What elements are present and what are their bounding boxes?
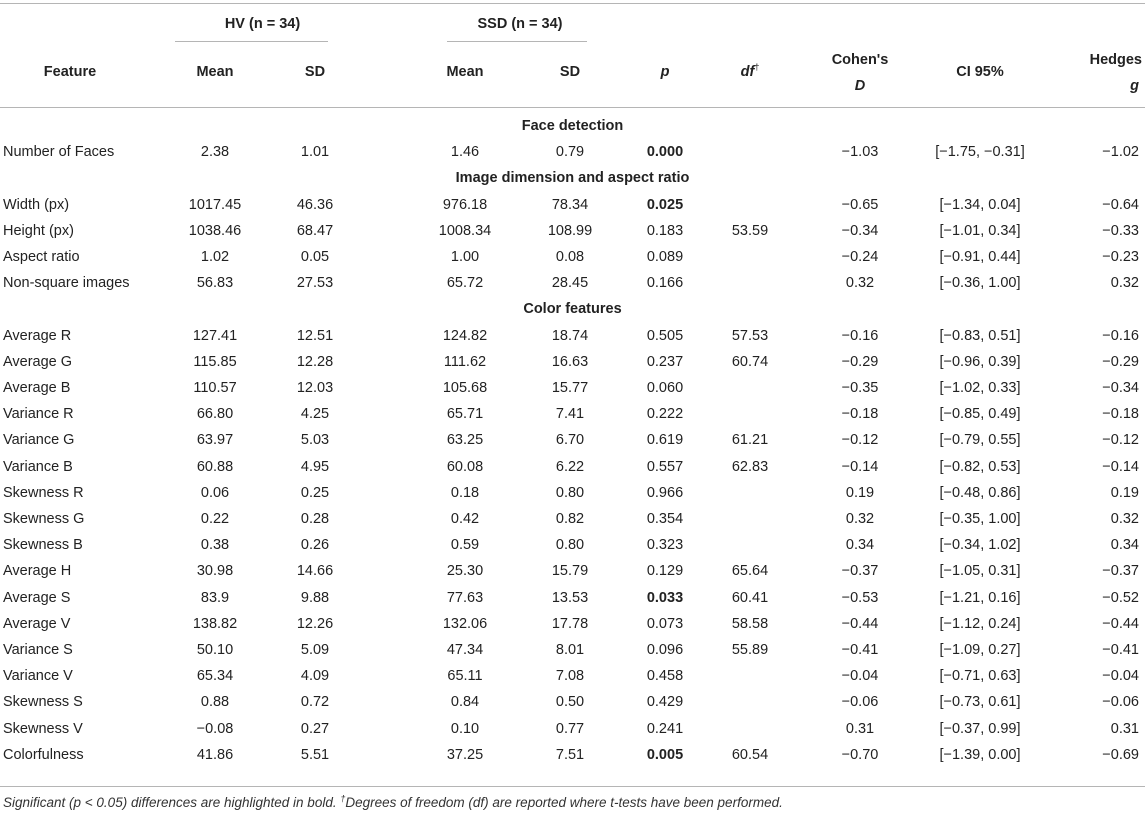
cell-ci: [−0.36, 1.00] — [939, 275, 1021, 292]
section-title: Image dimension and aspect ratio — [455, 170, 690, 187]
cell-df: 55.89 — [731, 642, 769, 658]
cell-feature: Average G — [3, 353, 73, 370]
cell-hv-mean: 138.82 — [192, 615, 238, 632]
cell-feature: Average S — [3, 589, 71, 606]
cell-cohen: 0.32 — [845, 275, 875, 292]
cell-ci: [−1.34, 0.04] — [939, 196, 1021, 213]
col-header-ci: CI 95% — [956, 64, 1004, 80]
col-header-cohen-line1: Cohen's — [831, 52, 889, 68]
cell-hedges: −0.23 — [1102, 249, 1139, 265]
cell-hedges: −0.33 — [1102, 222, 1139, 239]
cell-ssd-mean: 0.10 — [450, 720, 480, 737]
cell-cohen: −0.44 — [841, 615, 879, 632]
cell-ssd-mean: 132.06 — [442, 615, 488, 632]
cell-hv-sd: 12.28 — [296, 353, 334, 370]
cell-p: 0.323 — [646, 537, 684, 554]
cell-hv-mean: 0.88 — [200, 694, 230, 711]
cell-hedges: 0.32 — [1110, 275, 1139, 292]
cell-ci: [−1.01, 0.34] — [939, 222, 1021, 239]
cell-hv-mean: 1017.45 — [188, 196, 242, 213]
cell-feature: Average H — [3, 563, 72, 580]
cell-ci: [−1.09, 0.27] — [939, 642, 1021, 658]
cell-ci: [−0.71, 0.63] — [939, 668, 1021, 685]
cell-hedges: −0.34 — [1102, 380, 1139, 396]
cell-ssd-mean: 1008.34 — [438, 222, 492, 239]
cell-ssd-sd: 0.08 — [555, 249, 585, 265]
cell-hv-mean: 66.80 — [196, 406, 234, 423]
cell-hv-mean: 30.98 — [196, 563, 234, 580]
cell-cohen: −0.12 — [841, 432, 879, 449]
cell-feature: Average V — [3, 615, 71, 632]
cell-ssd-sd: 8.01 — [555, 642, 585, 658]
cell-feature: Non-square images — [3, 275, 130, 292]
cell-feature: Variance V — [3, 668, 73, 685]
cell-cohen: −0.35 — [841, 380, 879, 396]
section-title: Face detection — [521, 118, 624, 134]
cell-cohen: −0.24 — [841, 249, 879, 265]
cell-ssd-mean: 65.11 — [447, 668, 483, 685]
cell-ci: [−1.05, 0.31] — [939, 563, 1021, 580]
col-header-ssd-mean: Mean — [446, 64, 484, 80]
cell-ssd-mean: 77.63 — [446, 589, 484, 606]
cell-hv-mean: 0.38 — [200, 537, 230, 554]
cell-p: 0.237 — [646, 353, 684, 370]
cell-ci: [−0.35, 1.00] — [939, 511, 1021, 527]
cell-p: 0.129 — [646, 563, 684, 580]
cell-hv-mean: 110.57 — [193, 380, 237, 396]
cell-feature: Skewness V — [3, 720, 83, 737]
cell-hv-mean: 56.83 — [196, 275, 234, 292]
cell-ssd-sd: 7.08 — [555, 668, 585, 685]
cell-hv-sd: 4.09 — [300, 668, 330, 685]
col-header-cohen-line2: D — [854, 78, 866, 94]
cell-feature: Average B — [3, 380, 71, 396]
cell-ssd-mean: 37.25 — [446, 746, 484, 763]
cell-cohen: −0.06 — [841, 694, 879, 711]
cell-feature: Variance B — [3, 458, 73, 475]
cell-ssd-sd: 17.78 — [551, 615, 589, 632]
cell-df: 65.64 — [731, 563, 769, 580]
cell-hv-mean: 127.41 — [192, 327, 238, 344]
cell-hedges: −0.06 — [1102, 694, 1139, 711]
cell-df: 61.21 — [731, 432, 769, 449]
cell-cohen: 0.32 — [845, 511, 875, 527]
cell-cohen: −0.65 — [841, 196, 879, 213]
cell-hv-sd: 4.25 — [300, 406, 330, 423]
col-header-feature: Feature — [43, 64, 97, 80]
group-header-ssd: SSD (n = 34) — [477, 16, 563, 32]
cell-p: 0.354 — [646, 511, 684, 527]
cell-cohen: −0.18 — [841, 406, 879, 423]
cell-p: 0.557 — [646, 458, 684, 475]
cell-cohen: 0.19 — [845, 484, 875, 501]
cell-p: 0.222 — [646, 406, 684, 423]
cell-p: 0.458 — [646, 668, 684, 685]
cell-hedges: −0.14 — [1102, 458, 1139, 475]
cell-hedges: −0.52 — [1102, 589, 1139, 606]
cell-hedges: 0.19 — [1110, 484, 1139, 501]
cell-p: 0.060 — [646, 380, 684, 396]
cell-ssd-sd: 13.53 — [551, 589, 589, 606]
col-header-hv-sd: SD — [304, 64, 326, 80]
cell-ssd-sd: 108.99 — [547, 222, 593, 239]
cell-hv-sd: 1.01 — [300, 144, 330, 161]
cell-hv-mean: 1.02 — [200, 249, 230, 265]
cell-hv-sd: 46.36 — [296, 196, 334, 213]
cell-cohen: −0.34 — [841, 222, 879, 239]
cell-hv-mean: 41.86 — [196, 746, 234, 763]
footnote-text-1: Significant (p < 0.05) differences are highlighted in bold. — [3, 795, 341, 810]
group-rule-ssd — [447, 41, 587, 42]
footnote-text-2: Degrees of freedom (df) are reported where t-tests have been performed. — [345, 795, 783, 810]
footnote-dagger: † — [340, 793, 346, 804]
cell-feature: Average R — [3, 327, 72, 344]
cell-feature: Variance R — [3, 406, 74, 423]
cell-feature: Width (px) — [3, 196, 70, 213]
cell-ssd-sd: 15.77 — [551, 380, 589, 396]
cell-hv-sd: 5.51 — [300, 746, 330, 763]
cell-p: 0.619 — [646, 432, 684, 449]
cell-p: 0.073 — [646, 615, 684, 632]
cell-df: 60.41 — [731, 589, 769, 606]
cell-hv-sd: 14.66 — [296, 563, 334, 580]
cell-feature: Skewness G — [3, 511, 85, 527]
cell-hedges: −0.37 — [1102, 563, 1139, 580]
cell-hv-sd: 4.95 — [300, 458, 330, 475]
cell-ci: [−0.34, 1.02] — [939, 537, 1021, 554]
cell-hv-sd: 27.53 — [296, 275, 334, 292]
cell-ssd-sd: 7.51 — [555, 746, 585, 763]
cell-feature: Height (px) — [3, 222, 74, 239]
cell-ssd-mean: 25.30 — [446, 563, 484, 580]
cell-p: 0.025 — [646, 196, 684, 213]
cell-hedges: −0.16 — [1102, 327, 1139, 344]
cell-p: 0.966 — [646, 484, 684, 501]
cell-p: 0.089 — [646, 249, 684, 265]
cell-ssd-mean: 1.00 — [450, 249, 480, 265]
cell-ci: [−0.73, 0.61] — [939, 694, 1021, 711]
cell-ssd-mean: 0.18 — [450, 484, 480, 501]
cell-hv-sd: 0.05 — [300, 249, 330, 265]
cell-cohen: −0.53 — [841, 589, 879, 606]
cell-ssd-sd: 7.41 — [555, 406, 585, 423]
cell-hedges: −0.41 — [1102, 642, 1139, 658]
cell-ssd-mean: 1.46 — [450, 144, 480, 161]
table-footnote — [3, 795, 783, 810]
cell-hv-sd: 12.26 — [296, 615, 334, 632]
cell-p: 0.005 — [646, 746, 684, 763]
cell-feature: Skewness R — [3, 484, 84, 501]
cell-ssd-sd: 0.80 — [555, 537, 585, 554]
cell-df: 57.53 — [731, 327, 769, 344]
group-rule-hv — [175, 41, 328, 42]
cell-p: 0.429 — [646, 694, 684, 711]
cell-ssd-sd: 16.63 — [551, 353, 589, 370]
cell-ssd-mean: 124.82 — [442, 327, 488, 344]
cell-p: 0.000 — [646, 144, 684, 161]
cell-ci: [−1.75, −0.31] — [935, 144, 1025, 161]
cell-ssd-mean: 0.84 — [450, 694, 480, 711]
cell-cohen: 0.31 — [845, 720, 875, 737]
bottom-rule — [0, 786, 1145, 787]
cell-p: 0.166 — [646, 275, 684, 292]
cell-ci: [−1.21, 0.16] — [939, 589, 1021, 606]
cell-cohen: −1.03 — [841, 144, 879, 161]
cell-cohen: −0.37 — [841, 563, 879, 580]
header-bottom-rule — [0, 107, 1145, 108]
cell-p: 0.033 — [646, 589, 684, 606]
cell-ssd-mean: 111.62 — [443, 353, 487, 370]
cell-hv-mean: 65.34 — [196, 668, 234, 685]
cell-ci: [−0.79, 0.55] — [939, 432, 1021, 449]
cell-ssd-sd: 6.70 — [555, 432, 585, 449]
cell-ci: [−0.48, 0.86] — [939, 484, 1021, 501]
cell-p: 0.096 — [646, 642, 684, 658]
cell-ssd-sd: 0.80 — [555, 484, 585, 501]
cell-hv-sd: 0.72 — [300, 694, 330, 711]
cell-ssd-sd: 0.50 — [555, 694, 585, 711]
cell-ci: [−1.02, 0.33] — [939, 380, 1021, 396]
cell-ssd-mean: 63.25 — [446, 432, 484, 449]
cell-hedges: −0.04 — [1102, 668, 1139, 685]
cell-feature: Colorfulness — [3, 746, 84, 763]
cell-df: 62.83 — [731, 458, 769, 475]
col-header-df — [710, 62, 790, 80]
cell-cohen: −0.41 — [841, 642, 879, 658]
cell-hedges: −0.18 — [1102, 406, 1139, 423]
cell-ssd-mean: 65.71 — [446, 406, 484, 423]
cell-hedges: −1.02 — [1102, 144, 1139, 161]
cell-hedges: −0.69 — [1102, 746, 1139, 763]
section-title: Color features — [523, 301, 622, 318]
cell-hv-mean: 83.9 — [200, 589, 230, 606]
cell-hedges: −0.29 — [1102, 353, 1139, 370]
col-header-p: p — [660, 64, 670, 80]
cell-feature: Skewness S — [3, 694, 83, 711]
cell-ssd-mean: 105.68 — [442, 380, 488, 396]
cell-hv-mean: 1038.46 — [188, 222, 242, 239]
cell-hv-sd: 0.28 — [300, 511, 330, 527]
cell-ci: [−0.37, 0.99] — [939, 720, 1021, 737]
cell-ssd-mean: 60.08 — [446, 458, 484, 475]
cell-cohen: −0.04 — [841, 668, 879, 685]
cell-hv-sd: 0.25 — [300, 484, 330, 501]
cell-cohen: −0.70 — [841, 746, 879, 763]
df-label: df — [740, 63, 755, 80]
cell-ssd-sd: 0.77 — [555, 720, 585, 737]
cell-ci: [−1.39, 0.00] — [939, 746, 1021, 763]
cell-hv-mean: 60.88 — [196, 458, 234, 475]
cell-hedges: −0.64 — [1102, 196, 1139, 213]
cell-df: 53.59 — [731, 222, 769, 239]
cell-hv-mean: 2.38 — [200, 144, 230, 161]
cell-ssd-sd: 6.22 — [555, 458, 585, 475]
group-header-hv: HV (n = 34) — [224, 16, 301, 32]
cell-ci: [−0.85, 0.49] — [939, 406, 1021, 423]
cell-ci: [−1.12, 0.24] — [939, 615, 1021, 632]
cell-ci: [−0.96, 0.39] — [939, 353, 1021, 370]
cell-ssd-mean: 976.18 — [442, 196, 488, 213]
cell-hedges: 0.31 — [1110, 720, 1139, 737]
cell-hv-mean: 115.85 — [193, 353, 237, 370]
cell-cohen: −0.14 — [841, 458, 879, 475]
cell-hv-sd: 0.27 — [300, 720, 330, 737]
cell-hv-sd: 0.26 — [300, 537, 330, 554]
cell-ssd-sd: 0.79 — [555, 144, 585, 161]
cell-ssd-sd: 28.45 — [551, 275, 589, 292]
cell-ssd-sd: 18.74 — [551, 327, 589, 344]
cell-ssd-sd: 78.34 — [551, 196, 589, 213]
cell-hv-sd: 12.03 — [296, 380, 334, 396]
cell-ssd-mean: 65.72 — [446, 275, 484, 292]
cell-hv-sd: 5.09 — [300, 642, 330, 658]
cell-df: 60.74 — [731, 353, 769, 370]
cell-ci: [−0.83, 0.51] — [939, 327, 1021, 344]
cell-feature: Number of Faces — [3, 144, 115, 161]
cell-cohen: −0.16 — [841, 327, 879, 344]
cell-hv-sd: 5.03 — [300, 432, 330, 449]
cell-hv-mean: 50.10 — [196, 642, 234, 658]
cell-ci: [−0.82, 0.53] — [939, 458, 1021, 475]
cell-p: 0.183 — [646, 222, 684, 239]
cell-hedges: 0.32 — [1110, 511, 1139, 527]
cell-ssd-sd: 0.82 — [555, 511, 585, 527]
cell-ci: [−0.91, 0.44] — [939, 249, 1021, 265]
cell-hedges: −0.12 — [1102, 432, 1139, 449]
cell-p: 0.505 — [646, 327, 684, 344]
cell-hedges: −0.44 — [1102, 615, 1139, 632]
cell-ssd-mean: 47.34 — [446, 642, 484, 658]
cell-df: 60.54 — [731, 746, 769, 763]
cell-feature: Skewness B — [3, 537, 83, 554]
cell-hedges: 0.34 — [1110, 537, 1139, 554]
col-header-ssd-sd: SD — [559, 64, 581, 80]
cell-hv-mean: 63.97 — [196, 432, 234, 449]
cell-hv-mean: −0.08 — [196, 720, 234, 737]
cell-ssd-sd: 15.79 — [551, 563, 589, 580]
cell-hv-sd: 9.88 — [300, 589, 330, 606]
cell-hv-sd: 68.47 — [296, 222, 334, 239]
cell-ssd-mean: 0.42 — [450, 511, 480, 527]
cell-cohen: 0.34 — [845, 537, 875, 554]
cell-hv-mean: 0.22 — [200, 511, 230, 527]
top-rule — [0, 3, 1145, 4]
cell-df: 58.58 — [731, 615, 769, 632]
cell-cohen: −0.29 — [841, 353, 879, 370]
col-header-hv-mean: Mean — [196, 64, 234, 80]
cell-hv-mean: 0.06 — [200, 484, 230, 501]
cell-feature: Aspect ratio — [3, 249, 80, 265]
col-header-hedges-line1: Hedges — [1089, 52, 1142, 68]
cell-ssd-mean: 0.59 — [450, 537, 480, 554]
cell-feature: Variance S — [3, 642, 73, 658]
cell-p: 0.241 — [646, 720, 684, 737]
col-header-hedges-line2: g — [1130, 78, 1139, 94]
cell-hv-sd: 12.51 — [296, 327, 334, 344]
cell-feature: Variance G — [3, 432, 75, 449]
df-dagger: † — [754, 62, 760, 72]
